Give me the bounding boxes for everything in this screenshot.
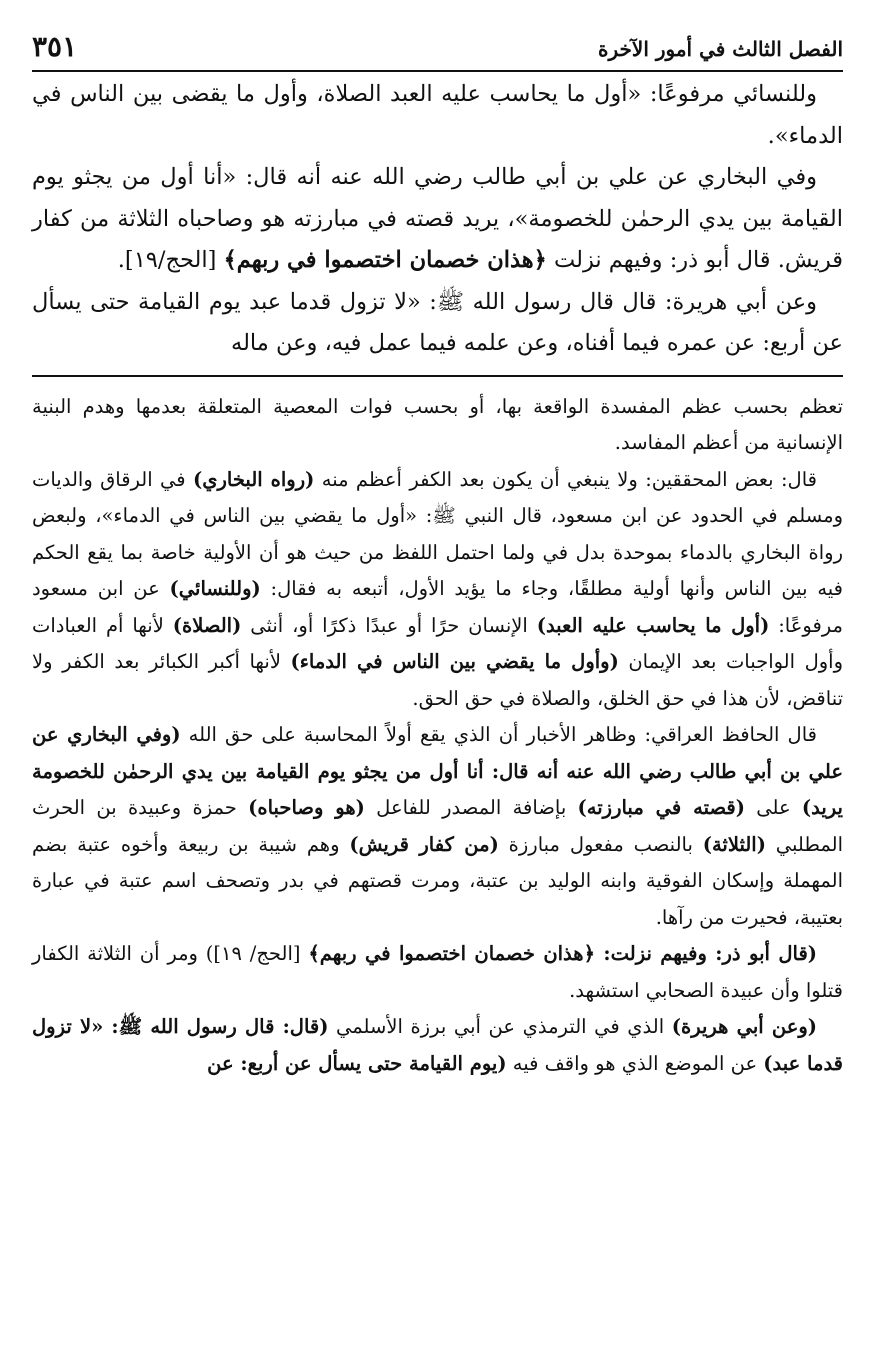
quoted-phrase: (وعن أبي هريرة) <box>671 1015 817 1038</box>
matn-paragraph <box>32 282 843 365</box>
text-run: عن الموضع الذي هو واقف فيه <box>506 1051 764 1075</box>
text-run: [الحج/ ١٩]) ومر أن الثلاثة الكفار قتلوا وأن عبيدة الصحابي استشهد. <box>32 942 843 1002</box>
quoted-phrase: (هو وصاحباه) <box>248 796 365 819</box>
quoted-phrase: (الصلاة) <box>172 613 242 637</box>
text-run: حمزة وعبيدة بن الحرث المطلبي <box>32 796 844 856</box>
matn-paragraph <box>32 74 843 157</box>
main-text <box>32 74 843 365</box>
quoted-phrase: (رواه البخاري) <box>193 467 315 491</box>
quoted-phrase: (وفي البخاري عن علي بن أبي طالب رضي الله عنه أنه قال: أنا أول من يجثو يوم القيامة بين يدي الرحمٰن للخصومة يريد) <box>32 723 843 819</box>
text-run: بإضافة المصدر للفاعل <box>364 796 578 819</box>
text-run: قال: بعض المحققين: ولا ينبغي أن يكون بعد الكفر أعظم منه <box>314 467 817 491</box>
quoted-phrase: (من كفار قريش) <box>349 832 499 856</box>
commentary-paragraph <box>32 462 843 718</box>
page-header <box>32 18 843 64</box>
commentary-paragraph <box>32 936 843 1009</box>
text-run: وفي البخاري عن علي بن أبي طالب رضي الله عنه أنه قال: «أنا أول من يجثو يوم القيامة بين يدي الرحمٰن للخصومة»، يريد قصته في مبارزته هو وصاحباه الثلاثة من كفار قريش. قال أبو ذر: وفيهم نزلت <box>32 164 843 273</box>
text-run: الذي في الترمذي عن أبي برزة الأسلمي <box>328 1015 672 1038</box>
quoted-phrase: (قال: قال رسول الله ﷺ: «لا تزول قدما عبد) <box>32 1015 843 1075</box>
text-run: في الرقاق والديات ومسلم في الحدود عن ابن مسعود، قال النبي ﷺ: «أول ما يقضي بين الناس في الدماء»، ولبعض رواة البخاري بالدماء بموحدة بدل في ولما احتمل اللفظ من حيث هو أن الأولية خاصة بما يقع الحكم فيه بين الناس وأنها أولية مطلقًا، وجاء ما يؤيد الأول، أتبعه به فقال: <box>32 467 843 600</box>
text-run: وعن أبي هريرة: قال قال رسول الله ﷺ: «لا تزول قدما عبد يوم القيامة حتى يسأل عن أربع: عن عمره فيما أفناه، وعن علمه فيما عمل فيه، وعن ماله <box>32 288 843 356</box>
commentary-paragraph <box>32 1009 843 1082</box>
text-run: على <box>744 796 802 819</box>
text-run: عن ابن مسعود مرفوعًا: <box>32 577 843 637</box>
commentary <box>32 389 843 1083</box>
quoted-phrase: (الثلاثة) <box>702 832 766 856</box>
quoted-phrase: (قال أبو ذر: وفيهم نزلت: ﴿هذان خصمان اختصموا في ربهم﴾ <box>308 942 818 965</box>
quoted-phrase: (يوم القيامة حتى يسأل عن أربع: عن <box>207 1051 507 1075</box>
quran-verse: ﴿هذان خصمان اختصموا في ربهم﴾ <box>223 247 547 273</box>
text-run: وللنسائي مرفوعًا: «أول ما يحاسب عليه العبد الصلاة، وأول ما يقضى بين الناس في الدماء». <box>32 81 843 149</box>
text-run: تعظم بحسب عظم المفسدة الواقعة بها، أو بحسب فوات المعصية المتعلقة بعدمها وهدم البنية الإنسانية من أعظم المفاسد. <box>32 394 843 454</box>
text-run: بالنصب مفعول مبارزة <box>498 832 703 856</box>
quoted-phrase: (وللنسائي) <box>169 577 261 600</box>
quoted-phrase: (أول ما يحاسب عليه العبد) <box>536 613 770 637</box>
matn-paragraph <box>32 157 843 282</box>
text-run: قال الحافظ العراقي: وظاهر الأخبار أن الذي يقع أولاً المحاسبة على حق الله <box>180 723 817 746</box>
quoted-phrase: (وأول ما يقضي بين الناس في الدماء) <box>290 650 619 673</box>
chapter-title: الفصل الثالث في أمور الآخرة <box>598 37 843 61</box>
text-run: لأنها أكبر الكبائر بعد الكفر ولا تناقض، لأن هذا في حق الخلق، والصلاة في حق الحق. <box>32 650 843 710</box>
text-run: الإنسان حرًا أو عبدًا ذكرًا أو، أنثى <box>241 613 537 637</box>
quoted-phrase: (قصته في مبارزته) <box>577 796 745 819</box>
header-rule <box>32 70 843 72</box>
text-run: وهم شيبة بن ربيعة وأخوه عتبة بضم المهملة وإسكان الفوقية وابنه الوليد بن عتبة، ومرت قصتهم في بدر وتصحف اسم عتبة في عبارة بعتيبة، فحيرت من رآها. <box>32 832 843 929</box>
text-run: [الحج/١٩]. <box>117 247 224 273</box>
text-run: لأنها أم العبادات وأول الواجبات بعد الإيمان <box>32 613 843 673</box>
page-number: ٣٥١ <box>32 30 78 63</box>
commentary-paragraph <box>32 717 843 936</box>
commentary-paragraph <box>32 389 843 462</box>
commentary-separator <box>32 375 843 377</box>
